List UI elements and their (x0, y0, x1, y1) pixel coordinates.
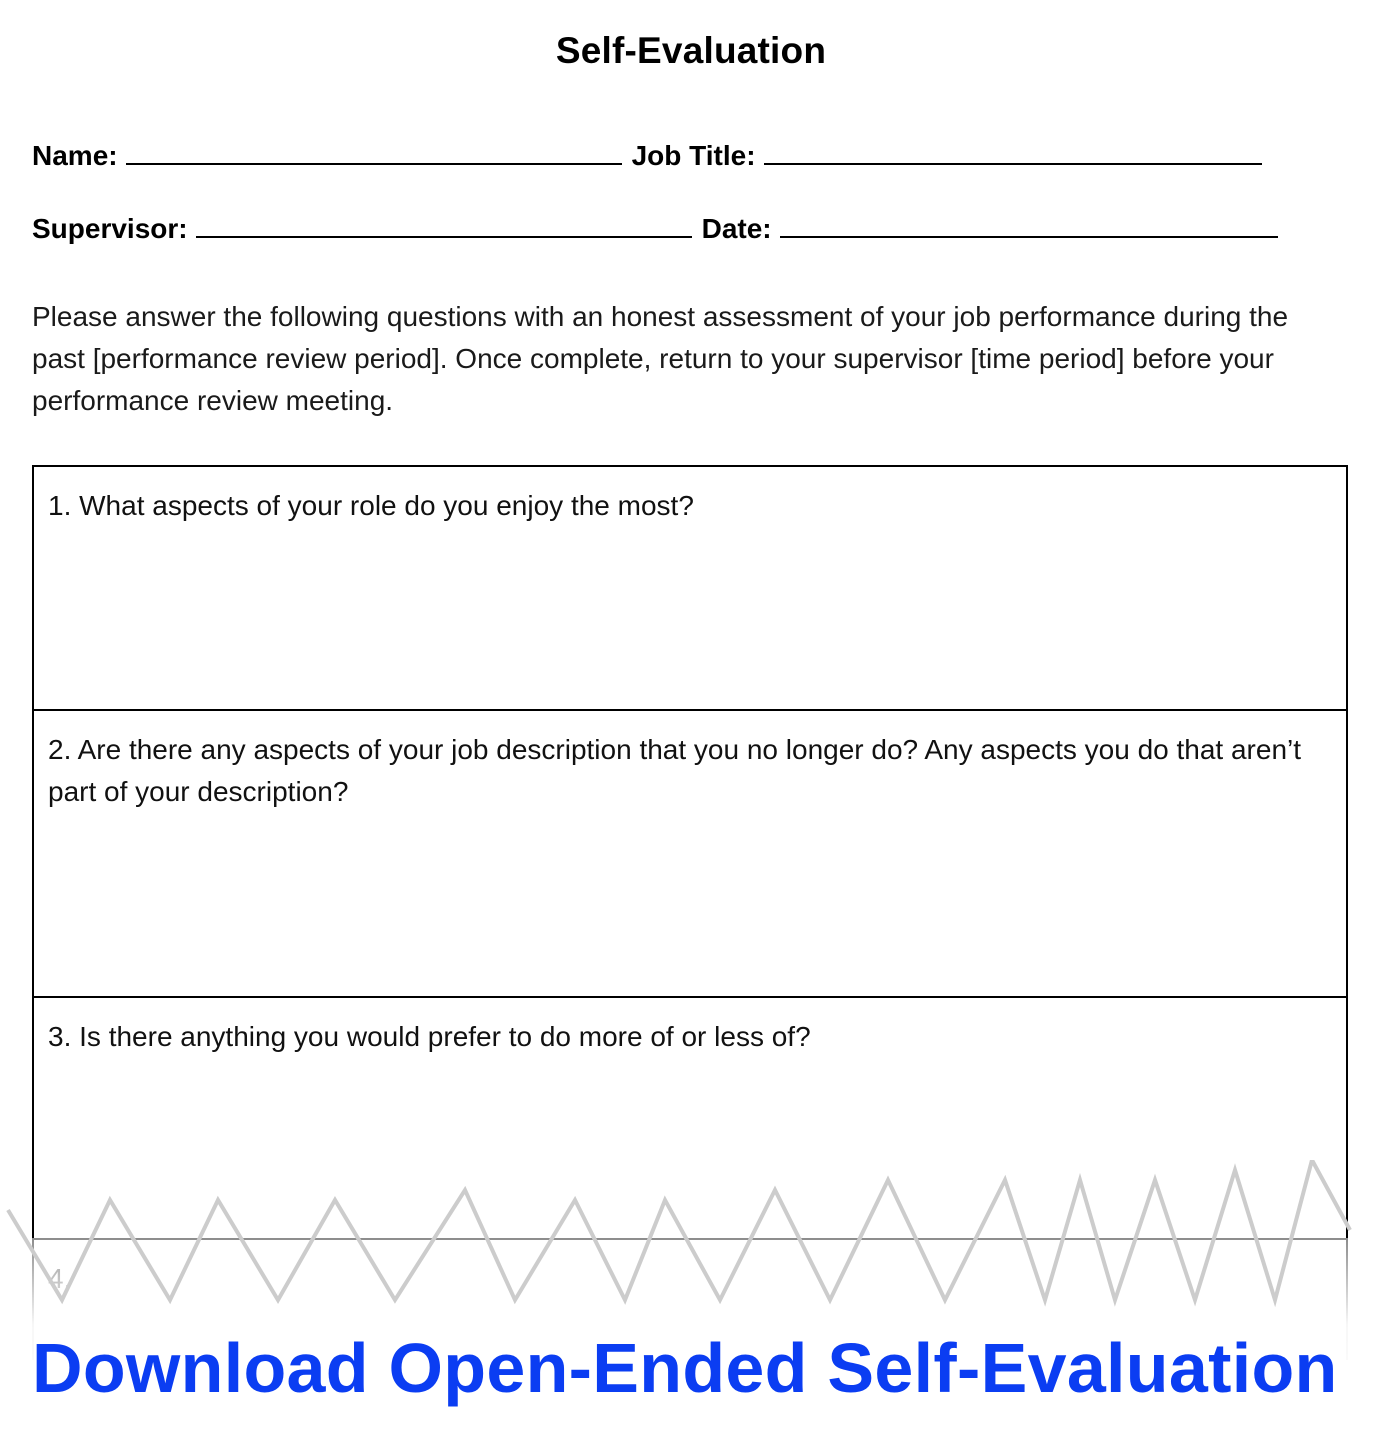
question-cell[interactable] (34, 467, 1346, 711)
job-title-label: Job Title: (631, 140, 756, 171)
page-title: Self-Evaluation (555, 30, 827, 71)
date-label: Date: (701, 213, 772, 244)
supervisor-field[interactable] (196, 214, 692, 238)
name-label: Name: (32, 140, 118, 171)
date-field[interactable] (780, 214, 1278, 238)
question-text: 1. What aspects of your role do you enjoy the most? (48, 490, 694, 521)
question-text: 3. Is there anything you would prefer to do more of or less of? (48, 1021, 811, 1052)
question-text: 2. Are there any aspects of your job description that you no longer do? Any aspects you do that aren’t part of your description? (48, 734, 1302, 807)
supervisor-label: Supervisor: (32, 213, 188, 244)
name-field[interactable] (126, 141, 622, 165)
name-jobtitle-row (32, 140, 1272, 172)
download-link[interactable]: Download Open-Ended Self-Evaluation (32, 1329, 1338, 1407)
job-title-field[interactable] (764, 141, 1262, 165)
question-cell[interactable] (34, 711, 1346, 998)
supervisor-date-row (32, 213, 1288, 245)
instructions-paragraph: Please answer the following questions with an honest assessment of your job performance during the past [performance review period]. Once complete, return to your supervisor [time period] before your performance review meeting. (32, 301, 1289, 416)
